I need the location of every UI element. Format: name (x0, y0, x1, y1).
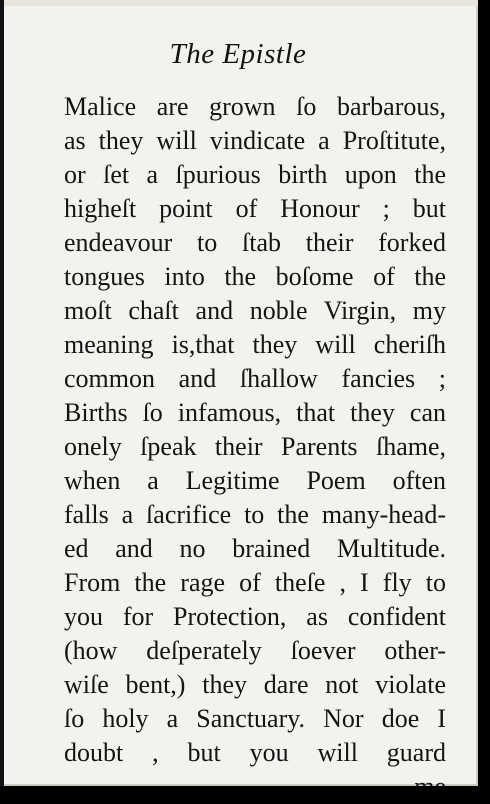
text-line: wiſe bent,) they dare not violate (64, 670, 446, 699)
text-line: From the rage of theſe , I fly to (64, 568, 446, 597)
page-text-body (64, 90, 446, 804)
page-top-edge (0, 0, 478, 6)
text-line: (how deſperately ſoever other- (64, 636, 446, 665)
text-line: endeavour to ſtab their forked (64, 228, 446, 257)
text-line: doubt , but you will guard (64, 738, 446, 767)
text-line: moſt chaſt and noble Virgin, my (64, 296, 446, 325)
text-line: higheſt point of Honour ; but (64, 194, 446, 223)
running-heading: The Epistle (169, 38, 307, 70)
text-line: you for Protection, as confident (64, 602, 446, 631)
text-line: when a Legitime Poem often (64, 466, 446, 495)
page-gutter-shadow (0, 0, 4, 786)
text-line: Births ſo infamous, that they can (64, 398, 446, 427)
text-line: or ſet a ſpurious birth upon the (64, 160, 446, 189)
text-line: ed and no brained Multitude. (64, 534, 446, 563)
text-line: as they will vindicate a Proſtitute, (64, 126, 446, 155)
text-line: ſo holy a Sanctuary. Nor doe I (64, 704, 446, 733)
text-line: Malice are grown ſo barbarous, (64, 92, 446, 121)
text-line: meaning is,that they will cheriſh (64, 330, 446, 359)
text-line: common and ſhallow fancies ; (64, 364, 446, 393)
text-line: tongues into the boſome of the (64, 262, 446, 291)
scan-border (0, 786, 490, 800)
text-line: onely ſpeak their Parents ſhame, (64, 432, 446, 461)
text-line: falls a ſacrifice to the many-head- (64, 500, 446, 529)
